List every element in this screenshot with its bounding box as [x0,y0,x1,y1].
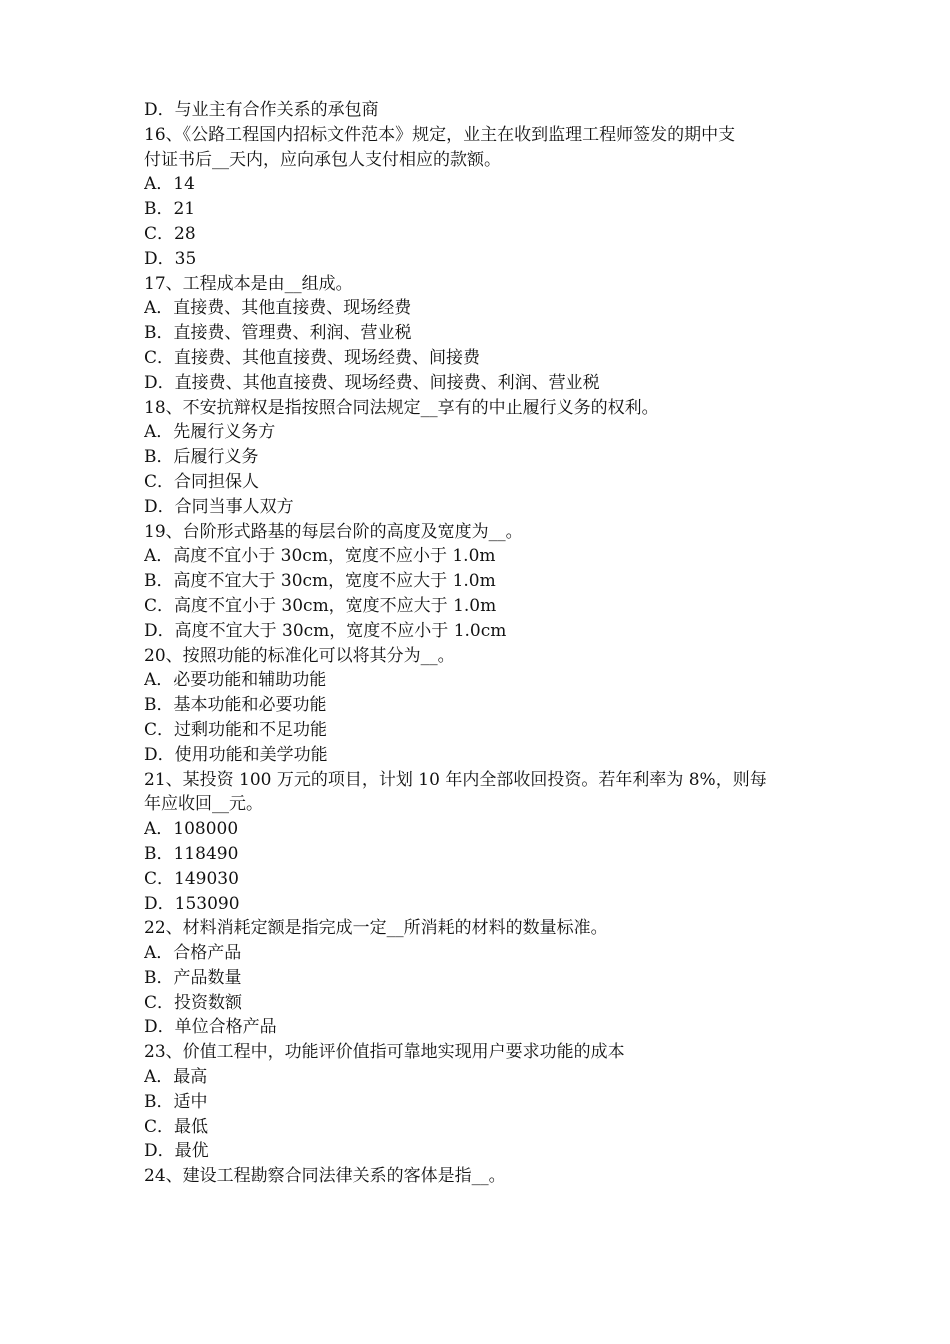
option-line: C．28 [144,223,196,244]
option-line: B．21 [144,199,196,220]
option-line: A．最高 [144,1067,208,1088]
question-line: 17、工程成本是由__组成。 [144,273,353,294]
question-line: 19、台阶形式路基的每层台阶的高度及宽度为__。 [144,521,523,542]
option-line: A．合格产品 [144,943,242,964]
option-line: A．108000 [144,819,239,840]
question-line: 22、材料消耗定额是指完成一定__所消耗的材料的数量标准。 [144,918,608,939]
option-line: A．14 [144,174,195,195]
option-line: B．高度不宜大于 30cm，宽度不应大于 1.0m [144,571,496,592]
option-line: D．与业主有合作关系的承包商 [144,100,379,120]
question-line: 16、《公路工程国内招标文件范本》规定，业主在收到监理工程师签发的期中支 [144,124,736,145]
option-line: B．后履行义务 [144,447,259,468]
question-line: 23、价值工程中，功能评价值指可靠地实现用户要求功能的成本 [144,1042,625,1063]
option-line: D．合同当事人双方 [144,496,294,517]
option-line: B．产品数量 [144,967,242,988]
option-line: C．149030 [144,868,239,889]
option-line: C．最低 [144,1116,209,1137]
option-line: A．必要功能和辅助功能 [144,670,327,691]
option-line: A．直接费、其他直接费、现场经费 [144,298,412,319]
question-line: 付证书后__天内，应向承包人支付相应的款额。 [144,149,501,170]
option-line: A．先履行义务方 [144,422,276,443]
option-line: C．合同担保人 [144,471,260,492]
option-line: D．使用功能和美学功能 [144,744,328,765]
option-line: B．适中 [144,1091,208,1112]
option-line: D．直接费、其他直接费、现场经费、间接费、利润、营业税 [144,372,600,393]
option-line: D．153090 [144,893,240,914]
option-line: C．投资数额 [144,992,243,1013]
option-line: A．高度不宜小于 30cm，宽度不应小于 1.0m [144,546,496,567]
question-text-block [144,98,816,1189]
question-line: 18、不安抗辩权是指按照合同法规定__享有的中止履行义务的权利。 [144,397,659,418]
option-line: D．高度不宜大于 30cm，宽度不应小于 1.0cm [144,620,507,641]
option-line: D．35 [144,248,197,269]
option-line: B．直接费、管理费、利润、营业税 [144,323,412,344]
question-line: 年应收回__元。 [144,794,263,815]
question-line: 20、按照功能的标准化可以将其分为__。 [144,645,455,666]
option-line: C．高度不宜小于 30cm，宽度不应大于 1.0m [144,595,497,616]
option-line: B．基本功能和必要功能 [144,695,327,716]
option-line: B．118490 [144,843,239,864]
option-line: D．单位合格产品 [144,1017,277,1038]
question-line: 24、建设工程勘察合同法律关系的客体是指__。 [144,1166,506,1187]
option-line: C．直接费、其他直接费、现场经费、间接费 [144,347,481,368]
question-line: 21、某投资 100 万元的项目，计划 10 年内全部收回投资。若年利率为 8%，则每 [144,769,767,790]
option-line: D．最优 [144,1141,209,1162]
option-line: C．过剩功能和不足功能 [144,719,328,740]
